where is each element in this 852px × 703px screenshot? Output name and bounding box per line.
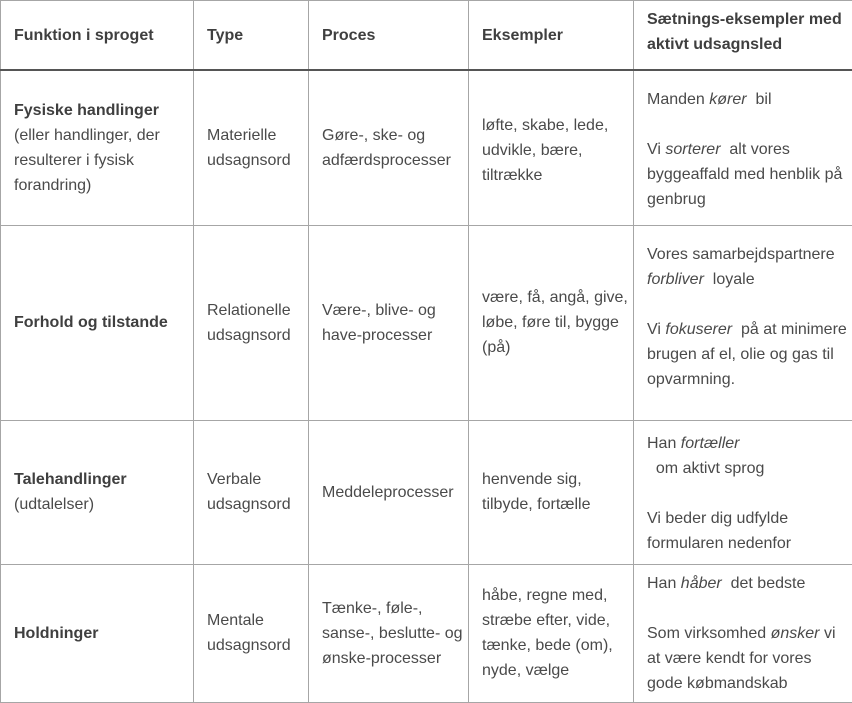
function-note: (udtalelser) bbox=[14, 492, 188, 517]
header-type: Type bbox=[194, 1, 309, 71]
table-row bbox=[1, 420, 852, 564]
active-verb: fortæller bbox=[681, 435, 740, 452]
active-verb: forbliver bbox=[647, 271, 704, 288]
sentence-example-1: Manden kører bil bbox=[647, 87, 847, 112]
function-title: Talehandlinger bbox=[14, 467, 188, 492]
sentence-example-2: Vi beder dig udfylde formularen nedenfor bbox=[647, 506, 847, 556]
sentence-cell bbox=[634, 70, 852, 225]
process-cell: Tænke-, føle-, sanse-, beslutte- og ønske-processer bbox=[309, 564, 469, 702]
examples-cell: være, få, angå, give, løbe, føre til, bygge (på) bbox=[469, 225, 634, 420]
examples-cell bbox=[469, 70, 634, 225]
sentence-example-1: Vores samarbejdspartnere forbliver loyale bbox=[647, 242, 847, 292]
sentence-example-2: Vi fokuserer på at minimere brugen af el, olie og gas til opvarmning. bbox=[647, 317, 847, 392]
sentence-cell bbox=[634, 420, 852, 564]
examples-cell: håbe, regne med, stræbe efter, vide, tænke, bede (om), nyde, vælge bbox=[469, 564, 634, 702]
sentence-example-1: Han håber det bedste bbox=[647, 571, 847, 596]
header-examples: Eksempler bbox=[469, 1, 634, 71]
table-row bbox=[1, 70, 852, 225]
table-row bbox=[1, 225, 852, 420]
sentence-cell bbox=[634, 225, 852, 420]
function-title: Fysiske handlinger bbox=[14, 98, 188, 123]
function-title: Holdninger bbox=[14, 621, 188, 646]
process-cell: Gøre-, ske- og adfærdsprocesser bbox=[309, 70, 469, 225]
sentence-example-1: Han fortæller om aktivt sprog bbox=[647, 431, 847, 481]
examples-text: løfte, skabe, lede, udvikle, bære, tiltrække bbox=[482, 117, 608, 184]
process-cell: Være-, blive- og have-processer bbox=[309, 225, 469, 420]
sentence-example-2: Vi sorterer alt vores byggeaffald med henblik på genbrug bbox=[647, 137, 847, 212]
examples-cell: henvende sig, tilbyde, fortælle bbox=[469, 420, 634, 564]
function-note: (eller handlinger, der resulterer i fysisk forandring) bbox=[14, 123, 188, 198]
active-verb: kører bbox=[709, 91, 746, 108]
type-cell: Mentale udsagnsord bbox=[194, 564, 309, 702]
header-row bbox=[1, 1, 852, 71]
function-title: Forhold og tilstande bbox=[14, 310, 188, 335]
function-cell bbox=[1, 70, 194, 225]
function-cell bbox=[1, 420, 194, 564]
type-cell: Materielle udsagnsord bbox=[194, 70, 309, 225]
sentence-example-2: Som virksomhed ønsker vi at være kendt for vores gode købmandskab bbox=[647, 621, 847, 696]
active-verb: sorterer bbox=[665, 141, 720, 158]
active-verb: håber bbox=[681, 575, 722, 592]
type-cell: Verbale udsagnsord bbox=[194, 420, 309, 564]
type-cell: Relationelle udsagnsord bbox=[194, 225, 309, 420]
header-process: Proces bbox=[309, 1, 469, 71]
active-verb: fokuserer bbox=[665, 321, 732, 338]
function-cell bbox=[1, 564, 194, 702]
header-sentence-examples: Sætnings-eksempler med aktivt udsagnsled bbox=[634, 1, 852, 71]
header-function: Funktion i sproget bbox=[1, 1, 194, 71]
active-verb: ønsker bbox=[771, 625, 820, 642]
process-cell: Meddeleprocesser bbox=[309, 420, 469, 564]
sentence-cell bbox=[634, 564, 852, 702]
table-row bbox=[1, 564, 852, 702]
function-cell bbox=[1, 225, 194, 420]
